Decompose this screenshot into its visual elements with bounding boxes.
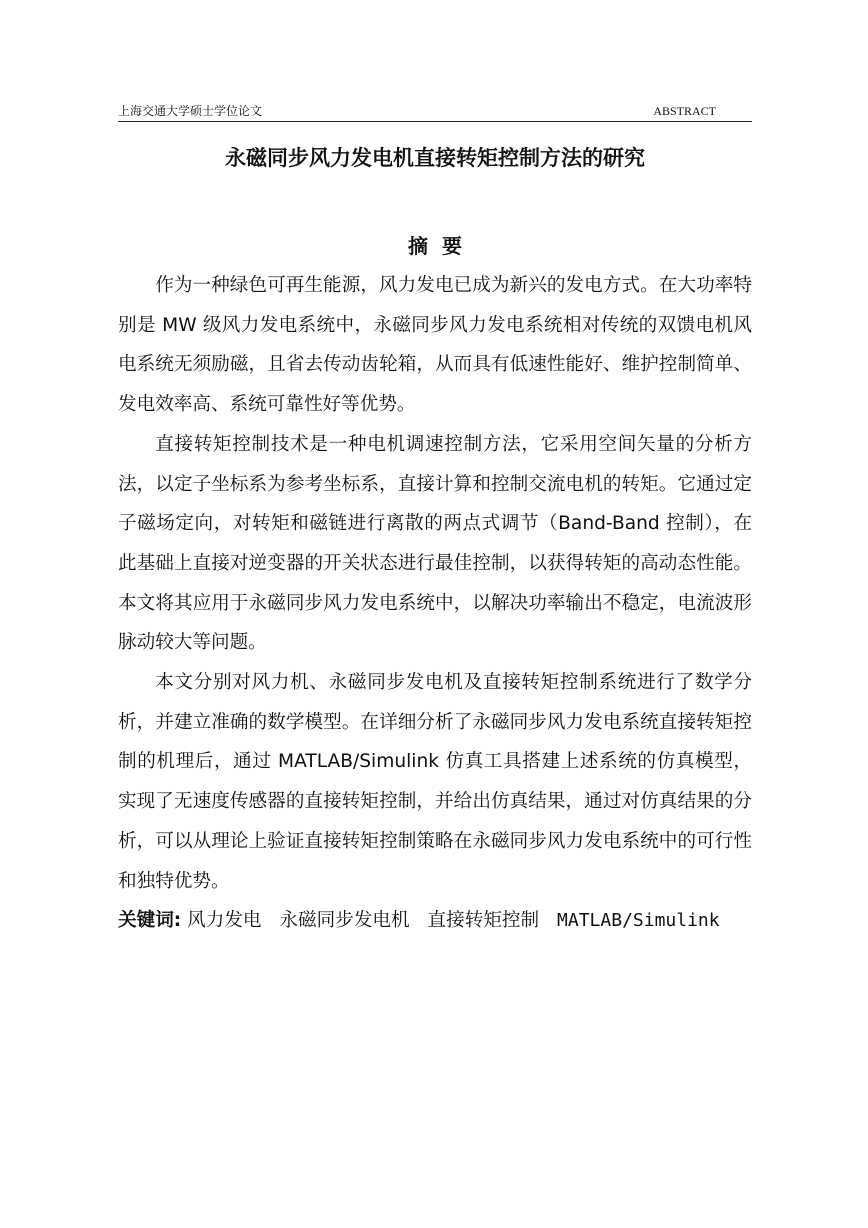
keyword: 直接转矩控制 — [427, 910, 540, 932]
keywords-label: 关键词: — [118, 910, 182, 932]
keyword: 永磁同步发电机 — [279, 910, 410, 932]
header-section: ABSTRACT — [653, 104, 716, 118]
abstract-heading: 摘要 — [408, 234, 476, 258]
running-header — [118, 103, 752, 122]
keyword: MATLAB/Simulink — [557, 910, 720, 932]
thesis-title: 永磁同步风力发电机直接转矩控制方法的研究 — [225, 146, 645, 170]
header-university: 上海交通大学硕士学位论文 — [118, 104, 263, 118]
abstract-paragraph: 作为一种绿色可再生能源，风力发电已成为新兴的发电方式。在大功率特别是 MW 级风力发电系统中，永磁同步风力发电系统相对传统的双馈电机风电系统无须励磁，且省去传动齿轮箱，从而具有低速性能好、维护控制简单、发电效率高、系统可靠性好等优势。 — [118, 275, 752, 416]
keywords-line — [118, 901, 752, 941]
keyword: 风力发电 — [187, 910, 262, 932]
abstract-body — [118, 266, 752, 941]
abstract-paragraph: 本文分别对风力机、永磁同步发电机及直接转矩控制系统进行了数学分析，并建立准确的数学模型。在详细分析了永磁同步风力发电系统直接转矩控制的机理后，通过 MATLAB/Simulink 仿真工具搭建上述系统的仿真模型，实现了无速度传感器的直接转矩控制，并给出仿真结果，通过对仿真结果的分析，可以从理论上验证直接转矩控制策略在永磁同步风力发电系统中的可行性和独特优势。 — [118, 672, 752, 892]
abstract-paragraph: 直接转矩控制技术是一种电机调速控制方法，它采用空间矢量的分析方法，以定子坐标系为参考坐标系，直接计算和控制交流电机的转矩。它通过定子磁场定向，对转矩和磁链进行离散的两点式调节（Band-Band 控制），在此基础上直接对逆变器的开关状态进行最佳控制，以获得转矩的高动态性能。本文将其应用于永磁同步风力发电系统中，以解决功率输出不稳定，电流波形脉动较大等问题。 — [118, 433, 752, 654]
